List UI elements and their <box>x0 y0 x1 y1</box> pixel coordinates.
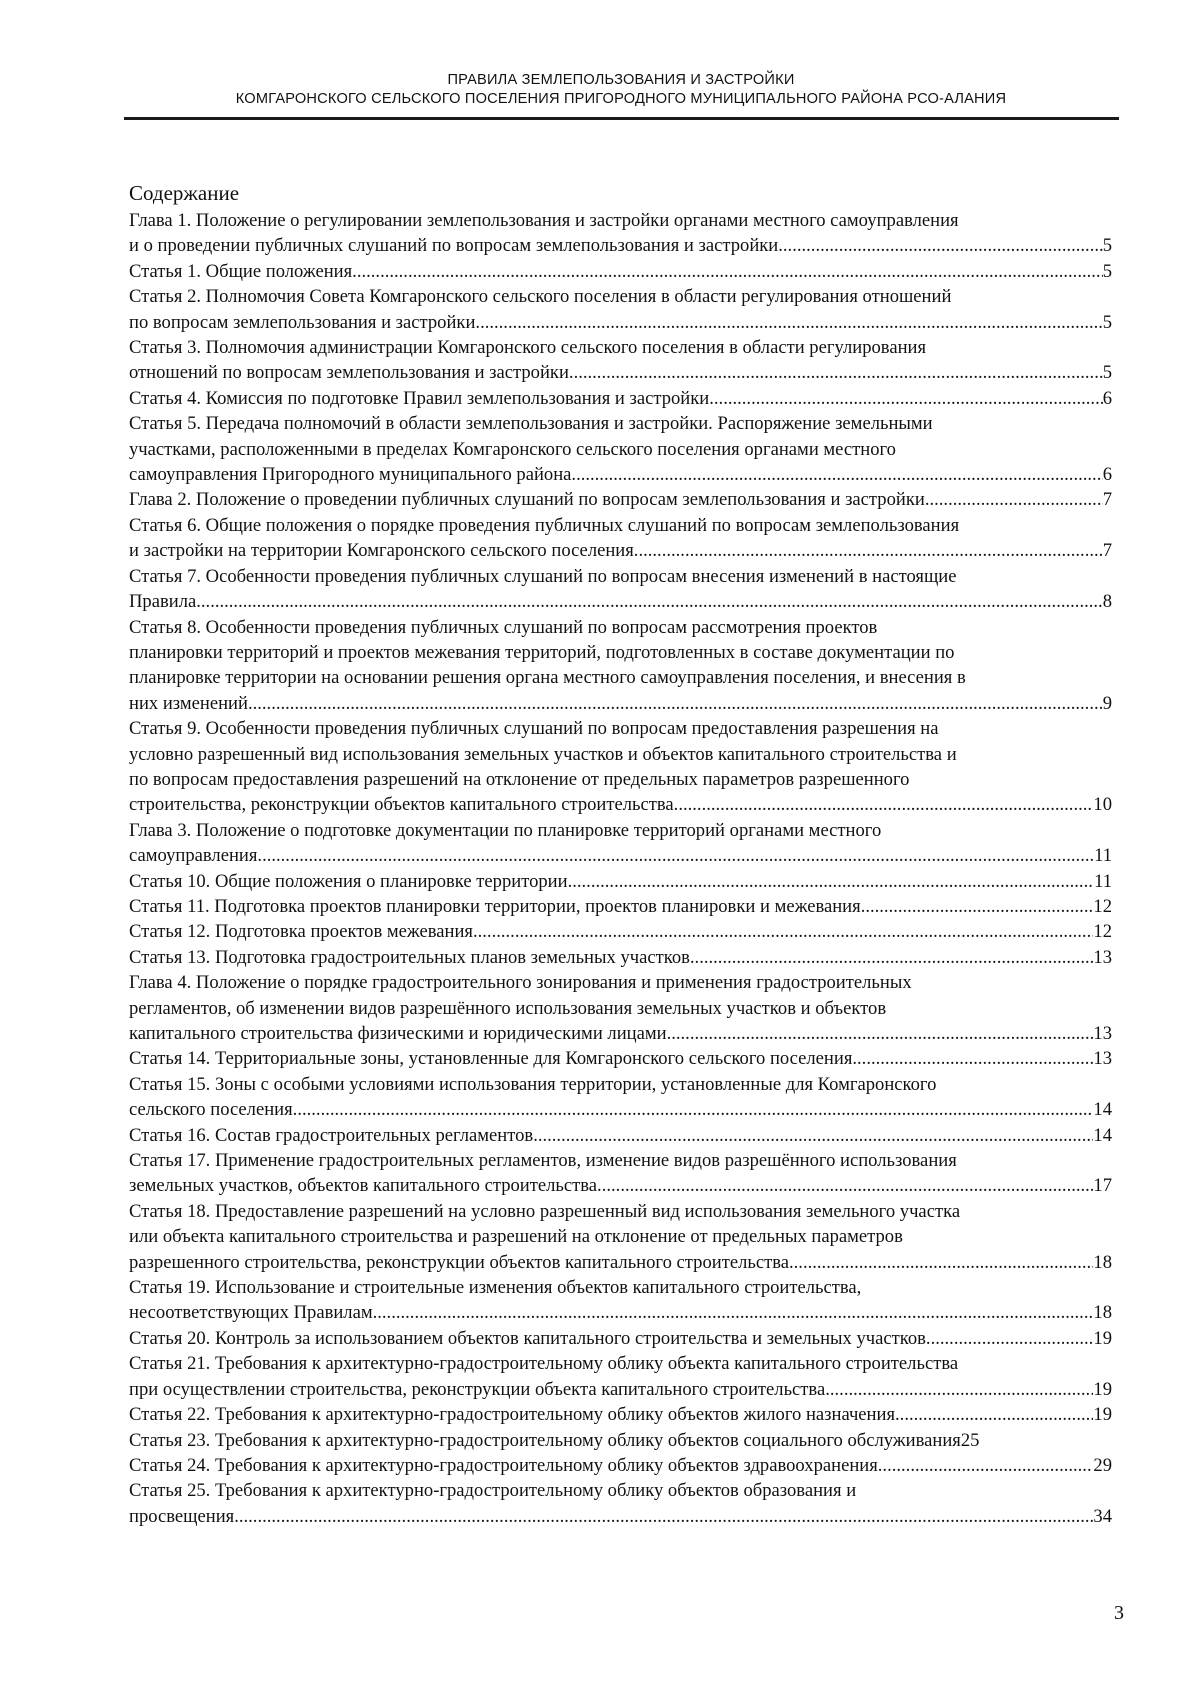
toc-page-number: 6 <box>1102 464 1112 486</box>
dot-leader <box>926 1326 1093 1351</box>
header-rule <box>124 117 1119 120</box>
toc-entry-text: земельных участков, объектов капитального строительства. <box>129 1175 602 1197</box>
toc-entry-text: или объекта капитального строительства и разрешений на отклонение от предельных параметров <box>129 1226 903 1248</box>
toc-page-number: 6 <box>1102 387 1112 409</box>
toc-page-number: 18 <box>1093 1251 1112 1273</box>
toc-entry-text: участками, расположенными в пределах Комгаронского сельского поселения органами местного <box>129 438 896 460</box>
toc-page-number: 13 <box>1093 946 1112 968</box>
toc-entry-text: Статья 23. Требования к архитектурно-градостроительному облику объектов социального обслуживания <box>129 1429 961 1451</box>
toc-entry[interactable] <box>129 919 1112 944</box>
toc-entry[interactable] <box>129 1428 1112 1453</box>
toc-entry-text: Правила. <box>129 591 201 613</box>
dot-leader <box>861 894 1094 919</box>
toc-entry[interactable] <box>129 1046 1112 1071</box>
toc-entry-text: Статья 12. Подготовка проектов межевания <box>129 921 473 943</box>
dot-leader <box>783 233 1103 258</box>
toc-page-number: 25 <box>960 1429 980 1451</box>
toc-entry[interactable] <box>129 1351 1112 1402</box>
toc-entry-text: Статья 6. Общие положения о порядке проведения публичных слушаний по вопросам землепользования <box>129 514 960 536</box>
dot-leader <box>714 386 1103 411</box>
toc-entry-text: по вопросам землепользования и застройки. <box>129 311 481 333</box>
dot-leader <box>473 919 1093 944</box>
running-header <box>124 71 1118 109</box>
toc-page-number: 5 <box>1102 311 1112 333</box>
toc-entry-text: Глава 2. Положение о проведении публичных слушаний по вопросам землепользования и застройки. <box>129 489 930 511</box>
dot-leader <box>900 1402 1094 1427</box>
toc-page-number: 7 <box>1102 540 1112 562</box>
dot-leader <box>695 945 1094 970</box>
header-line-2: КОМГАРОНСКОГО СЕЛЬСКОГО ПОСЕЛЕНИЯ ПРИГОРОДНОГО МУНИЦИПАЛЬНОГО РАЙОНА РСО-АЛАНИЯ <box>235 91 1007 107</box>
toc-page-number: 34 <box>1093 1505 1112 1527</box>
toc-entry[interactable] <box>129 945 1112 970</box>
toc-page-number: 9 <box>1102 692 1112 714</box>
toc-entry[interactable] <box>129 1453 1112 1478</box>
dot-leader <box>667 1021 1094 1046</box>
toc-entry-text: них изменений. <box>129 692 253 714</box>
toc-page-number: 19 <box>1093 1378 1112 1400</box>
toc-entry[interactable] <box>129 1123 1112 1148</box>
toc-entry[interactable] <box>129 716 1112 818</box>
toc-entry[interactable] <box>129 818 1112 869</box>
toc-entry[interactable] <box>129 259 1112 284</box>
toc-entry-text: по вопросам предоставления разрешений на отклонение от предельных параметров разрешенного <box>129 768 910 790</box>
toc-page-number: 5 <box>1102 260 1112 282</box>
toc-page-number: 14 <box>1093 1124 1112 1146</box>
toc-entry-text: планировке территории на основании решения органа местного самоуправления поселения, и внесения в <box>129 667 966 689</box>
toc-page-number: 18 <box>1093 1302 1112 1324</box>
toc-title: Содержание <box>129 181 240 205</box>
toc-entry[interactable] <box>129 869 1112 894</box>
toc-entry-text: Статья 11. Подготовка проектов планировки территории, проектов планировки и межевания <box>129 895 861 917</box>
dot-leader <box>533 1123 1093 1148</box>
toc-entry-text: Статья 24. Требования к архитектурно-градостроительному облику объектов здравоохранения. <box>129 1454 883 1476</box>
toc-page-number: 13 <box>1093 1023 1112 1044</box>
toc-page-number: 11 <box>1094 870 1112 892</box>
toc-entry[interactable] <box>129 615 1112 717</box>
toc-entry[interactable] <box>129 487 1112 512</box>
toc-entry[interactable] <box>129 970 1112 1046</box>
toc-entry-text: Глава 4. Положение о порядке градостроительного зонирования и применения градостроительных <box>129 972 912 994</box>
toc-entry-text: Статья 7. Особенности проведения публичных слушаний по вопросам внесения изменений в настоящие <box>129 565 957 587</box>
dot-leader <box>638 538 1102 563</box>
toc-entry-text: несоответствующих Правилам. <box>129 1302 378 1324</box>
toc-entry-text: при осуществлении строительства, реконструкции объекта капитального строительства. <box>129 1378 830 1400</box>
toc-entry-text: и о проведении публичных слушаний по вопросам землепользования и застройки. <box>129 235 783 257</box>
toc-entry-text: Статья 25. Требования к архитектурно-градостроительному облику объектов образования и <box>129 1480 857 1502</box>
dot-leader <box>882 1453 1093 1478</box>
toc-entry-text: регламентов, об изменении видов разрешённого использования земельных участков и объектов <box>129 997 887 1019</box>
toc-entry-text: Статья 8. Особенности проведения публичных слушаний по вопросам рассмотрения проектов <box>129 616 878 638</box>
header-line-1: ПРАВИЛА ЗЕМЛЕПОЛЬЗОВАНИЯ И ЗАСТРОЙКИ <box>447 72 795 88</box>
dot-leader <box>293 1097 1094 1122</box>
toc-page-number: 17 <box>1093 1175 1112 1197</box>
dot-leader <box>239 1504 1094 1529</box>
dot-leader <box>574 360 1103 385</box>
toc-entry-text: условно разрешенный вид использования земельных участков и объектов капитального строительства и <box>129 743 957 765</box>
toc-entry[interactable] <box>129 284 1112 335</box>
toc-entry-text: сельского поселения <box>129 1099 293 1121</box>
toc-entry-text: Глава 1. Положение о регулировании землепользования и застройки органами местного самоуправления <box>129 210 959 231</box>
dot-leader <box>602 1173 1094 1198</box>
dot-leader <box>830 1377 1094 1402</box>
toc-entry-text: самоуправления. <box>129 845 263 867</box>
toc-page-number: 5 <box>1102 235 1112 257</box>
toc-page-number: 12 <box>1093 895 1112 917</box>
toc-entry[interactable] <box>129 335 1112 386</box>
dot-leader <box>262 843 1094 868</box>
toc-entry[interactable] <box>129 513 1112 564</box>
toc-entry-text: Статья 21. Требования к архитектурно-градостроительному облику объекта капитального строительства <box>129 1353 959 1375</box>
toc-entry[interactable] <box>129 564 1112 615</box>
toc-page-number: 13 <box>1093 1048 1112 1070</box>
toc-entry[interactable] <box>129 1275 1112 1326</box>
dot-leader <box>352 259 1103 284</box>
toc-entry-text: Статья 17. Применение градостроительных регламентов, изменение видов разрешённого использования <box>129 1150 957 1172</box>
table-of-contents <box>129 208 1112 1529</box>
toc-entry-text: Статья 14. Территориальные зоны, установленные для Комгаронского сельского поселения <box>129 1048 853 1070</box>
toc-page-number: 8 <box>1102 591 1112 613</box>
dot-leader <box>794 1250 1094 1275</box>
toc-entry[interactable] <box>129 208 1112 259</box>
toc-entry[interactable] <box>129 1148 1112 1199</box>
dot-leader <box>929 487 1102 512</box>
toc-page-number: 7 <box>1102 489 1112 511</box>
toc-entry[interactable] <box>129 1402 1112 1427</box>
toc-entry-text: просвещения. <box>129 1505 239 1527</box>
dot-leader <box>377 1300 1093 1325</box>
toc-entry[interactable] <box>129 1478 1112 1529</box>
dot-leader <box>678 792 1093 817</box>
toc-entry-text: Статья 22. Требования к архитектурно-градостроительному облику объектов жилого назначения. <box>129 1404 900 1426</box>
toc-entry-text: и застройки на территории Комгаронского сельского поселения. <box>129 540 639 562</box>
toc-entry-text: планировки территорий и проектов межевания территорий, подготовленных в составе документации по <box>129 641 955 663</box>
toc-page-number: 19 <box>1093 1327 1112 1349</box>
toc-entry-text: Статья 13. Подготовка градостроительных планов земельных участков. <box>129 946 695 968</box>
dot-leader <box>572 869 1094 894</box>
toc-entry-text: Статья 20. Контроль за использованием объектов капитального строительства и земельных участков <box>129 1327 926 1349</box>
toc-entry-text: Статья 18. Предоставление разрешений на условно разрешенный вид использования земельного участка <box>129 1200 961 1222</box>
toc-page-number: 5 <box>1102 362 1112 384</box>
toc-page-number: 12 <box>1093 921 1112 943</box>
toc-entry-text: разрешенного строительства, реконструкции объектов капитального строительства. <box>129 1251 794 1273</box>
dot-leader <box>852 1046 1093 1071</box>
toc-page-number: 19 <box>1093 1404 1112 1426</box>
toc-page-number: 29 <box>1093 1454 1112 1476</box>
toc-page-number: 10 <box>1093 794 1112 816</box>
toc-entry[interactable] <box>129 411 1112 487</box>
toc-entry-text: Статья 10. Общие положения о планировке территории. <box>129 870 573 892</box>
page-number: 3 <box>1114 1602 1124 1624</box>
toc-entry-text: Статья 19. Использование и строительные изменения объектов капитального строительства, <box>129 1277 862 1299</box>
toc-entry-text: капитального строительства физическими и юридическими лицами <box>129 1023 667 1044</box>
toc-entry-text: Статья 16. Состав градостроительных регламентов <box>129 1124 534 1146</box>
toc-entry-text: Статья 3. Полномочия администрации Комгаронского сельского поселения в области регулирования <box>129 337 927 359</box>
toc-page-number: 14 <box>1093 1099 1112 1121</box>
toc-entry-text: Глава 3. Положение о подготовке документации по планировке территорий органами местного <box>129 819 882 841</box>
toc-entry-text: Статья 15. Зоны с особыми условиями использования территории, установленные для Комгаронского <box>129 1073 937 1095</box>
toc-page-number: 11 <box>1094 845 1112 867</box>
toc-entry-text: самоуправления Пригородного муниципального района. <box>129 464 577 486</box>
toc-entry-text: Статья 9. Особенности проведения публичных слушаний по вопросам предоставления разрешения на <box>129 718 939 740</box>
toc-entry-text: Статья 4. Комиссия по подготовке Правил землепользования и застройки. <box>129 387 714 409</box>
toc-entry[interactable] <box>129 1326 1112 1351</box>
toc-entry-text: строительства, реконструкции объектов капитального строительства. <box>129 794 679 816</box>
toc-entry[interactable] <box>129 1199 1112 1275</box>
dot-leader <box>201 589 1103 614</box>
dot-leader <box>480 310 1103 335</box>
dot-leader <box>576 462 1103 487</box>
toc-entry[interactable] <box>129 386 1112 411</box>
toc-entry-text: отношений по вопросам землепользования и застройки. <box>129 362 574 384</box>
toc-entry-text: Статья 5. Передача полномочий в области землепользования и застройки. Распоряжение земельными <box>129 413 933 435</box>
toc-entry[interactable] <box>129 894 1112 919</box>
toc-entry-text: Статья 1. Общие положения <box>129 260 353 282</box>
dot-leader <box>253 691 1103 716</box>
toc-entry[interactable] <box>129 1072 1112 1123</box>
toc-entry-text: Статья 2. Полномочия Совета Комгаронского сельского поселения в области регулирования отношений <box>129 286 952 308</box>
